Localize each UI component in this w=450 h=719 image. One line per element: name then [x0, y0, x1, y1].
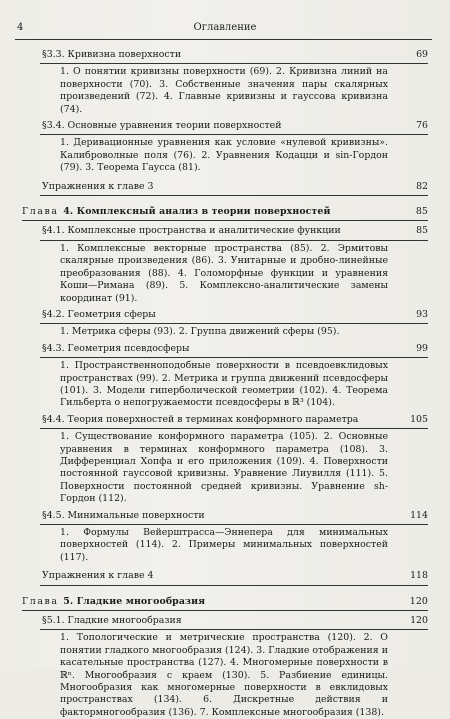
- section-page-number: 76: [416, 120, 428, 132]
- section-title: §4.4. Теория поверхностей в терминах конформного параметра 105: [42, 413, 428, 425]
- exercises-entry: [22, 181, 428, 193]
- section-rule: [40, 63, 428, 64]
- section-title: §5.1. Гладкие многообразия 120: [42, 615, 428, 627]
- section-rule: [40, 524, 428, 525]
- exercises-page-number: 82: [416, 180, 428, 192]
- exercises-page-number: 118: [410, 570, 428, 582]
- chapter-label: Глава: [22, 595, 64, 607]
- section-contents: 1. Пространственноподобные поверхности в псевдоевклидовых пространствах (99). 2. Метрика и группа движений псевдосферы (101). 3. Модели гиперболической геометрии (102). 4. Теорема Гильберта о непогружаемости псевдосферы в ℝ³ (104).: [60, 360, 388, 409]
- section-title: §3.3. Кривизна поверхности 69: [42, 49, 428, 60]
- section-contents: 1. Метрика сферы (93). 2. Группа движений сферы (95).: [60, 326, 340, 338]
- section-page-number: 120: [410, 615, 428, 627]
- table-of-contents: [22, 45, 428, 719]
- section-contents: 1. Деривационные уравнения как условие «нулевой кривизны». Калиброволные поля (76). 2. Уравнения Кодацци и sin-Гордон (79). 3. Теорема Гаусса (81).: [60, 137, 388, 174]
- section-contents: 1. Комплексные векторные пространства (85). 2. Эрмитовы скалярные произведения (86). 3. Унитарные и дробно-линейные преобразования (88). 4. Голоморфные функции и уравнения Коши—Римана (89). 5. Комплексно-аналитические замены координат (91).: [60, 242, 388, 304]
- chapter-number: 5.: [63, 595, 77, 607]
- section-contents: 1. Формулы Вейерштрасса—Эннепера для минимальных поверхностей (114). 2. Примеры минимальных поверхностей (117).: [60, 527, 388, 563]
- chapter-label: Глава: [22, 206, 64, 218]
- section-title: §4.3. Геометрия псевдосферы 99: [42, 342, 428, 354]
- section-page-number: 85: [416, 225, 428, 237]
- section-rule: [40, 240, 428, 241]
- section-title: §3.4. Основные уравнения теории поверхностей 76: [42, 120, 428, 132]
- section-contents: 1. Топологические и метрические пространства (120). 2. О понятии гладкого многообразия (124). 3. Гладкие отображения и касательные пространства (127). 4. Многомерные поверхности в ℝⁿ. Многообразия с краем (130). 5. Разбиение единицы. Многообразия как многомерные поверхности в евклидовых пространствах (134). 6. Дискретные действия и фактормногообразия (136). 7. Комплексные многообразия (138).: [60, 632, 388, 718]
- exercises-title: Упражнения к главе 4: [42, 570, 154, 582]
- toc-section-entry: [22, 615, 428, 719]
- chapter-heading: [22, 596, 428, 608]
- section-rule: [40, 323, 428, 324]
- toc-section-entry: [22, 309, 428, 339]
- section-title: §4.5. Минимальные поверхности 114: [42, 509, 428, 521]
- exercises-rule: [40, 585, 428, 586]
- section-contents: 1. Существование конформного параметра (105). 2. Основные уравнения в терминах конформного параметра (108). 3. Дифференциал Хопфа и его приложения (109). 4. Поверхности постоянной гауссовой кривизны. Уравнение Лиувилля (111). 5. Поверхности постоянной средней кривизны. Уравнение sh-Гордон (112).: [60, 431, 388, 505]
- section-rule: [40, 629, 428, 630]
- exercises-rule: [40, 195, 428, 196]
- page-number: 4: [17, 22, 24, 33]
- running-title: Оглавление: [193, 22, 257, 33]
- exercises-title: Упражнения к главе 3: [42, 180, 154, 192]
- chapter-page-number: 85: [415, 206, 428, 218]
- toc-section-entry: [22, 120, 428, 175]
- section-page-number: 99: [416, 342, 428, 354]
- section-page-number: 93: [416, 308, 428, 320]
- section-title: §4.2. Геометрия сферы 93: [42, 308, 428, 320]
- chapter-number: 4.: [63, 206, 77, 218]
- exercises-entry: [22, 570, 428, 582]
- toc-section-entry: [22, 49, 428, 116]
- toc-section-entry: [22, 343, 428, 410]
- chapter-page-number: 120: [409, 595, 428, 607]
- section-rule: [40, 134, 428, 135]
- header-rule: [15, 39, 432, 40]
- section-title: §4.1. Комплексные пространства и аналитические функции 85: [42, 225, 428, 237]
- chapter-rule: [22, 610, 428, 611]
- toc-section-entry: [22, 225, 428, 304]
- chapter-title: Комплексный анализ в теории поверхностей: [76, 206, 331, 218]
- section-page-number: 69: [416, 49, 428, 60]
- running-header: [0, 20, 450, 36]
- chapter-rule: [22, 220, 428, 221]
- section-rule: [40, 428, 428, 429]
- toc-section-entry: [22, 414, 428, 506]
- chapter-title: Гладкие многообразия: [76, 595, 206, 607]
- section-contents: 1. О понятии кривизны поверхности (69). 2. Кривизна линий на поверхности (70). 3. Собственные значения пары скалярных произведений (72). 4. Главные кривизны и гауссова кривизна (74).: [60, 66, 388, 115]
- section-page-number: 114: [410, 509, 428, 521]
- chapter-heading: [22, 206, 428, 218]
- section-rule: [40, 357, 428, 358]
- toc-section-entry: [22, 510, 428, 565]
- section-page-number: 105: [410, 413, 428, 425]
